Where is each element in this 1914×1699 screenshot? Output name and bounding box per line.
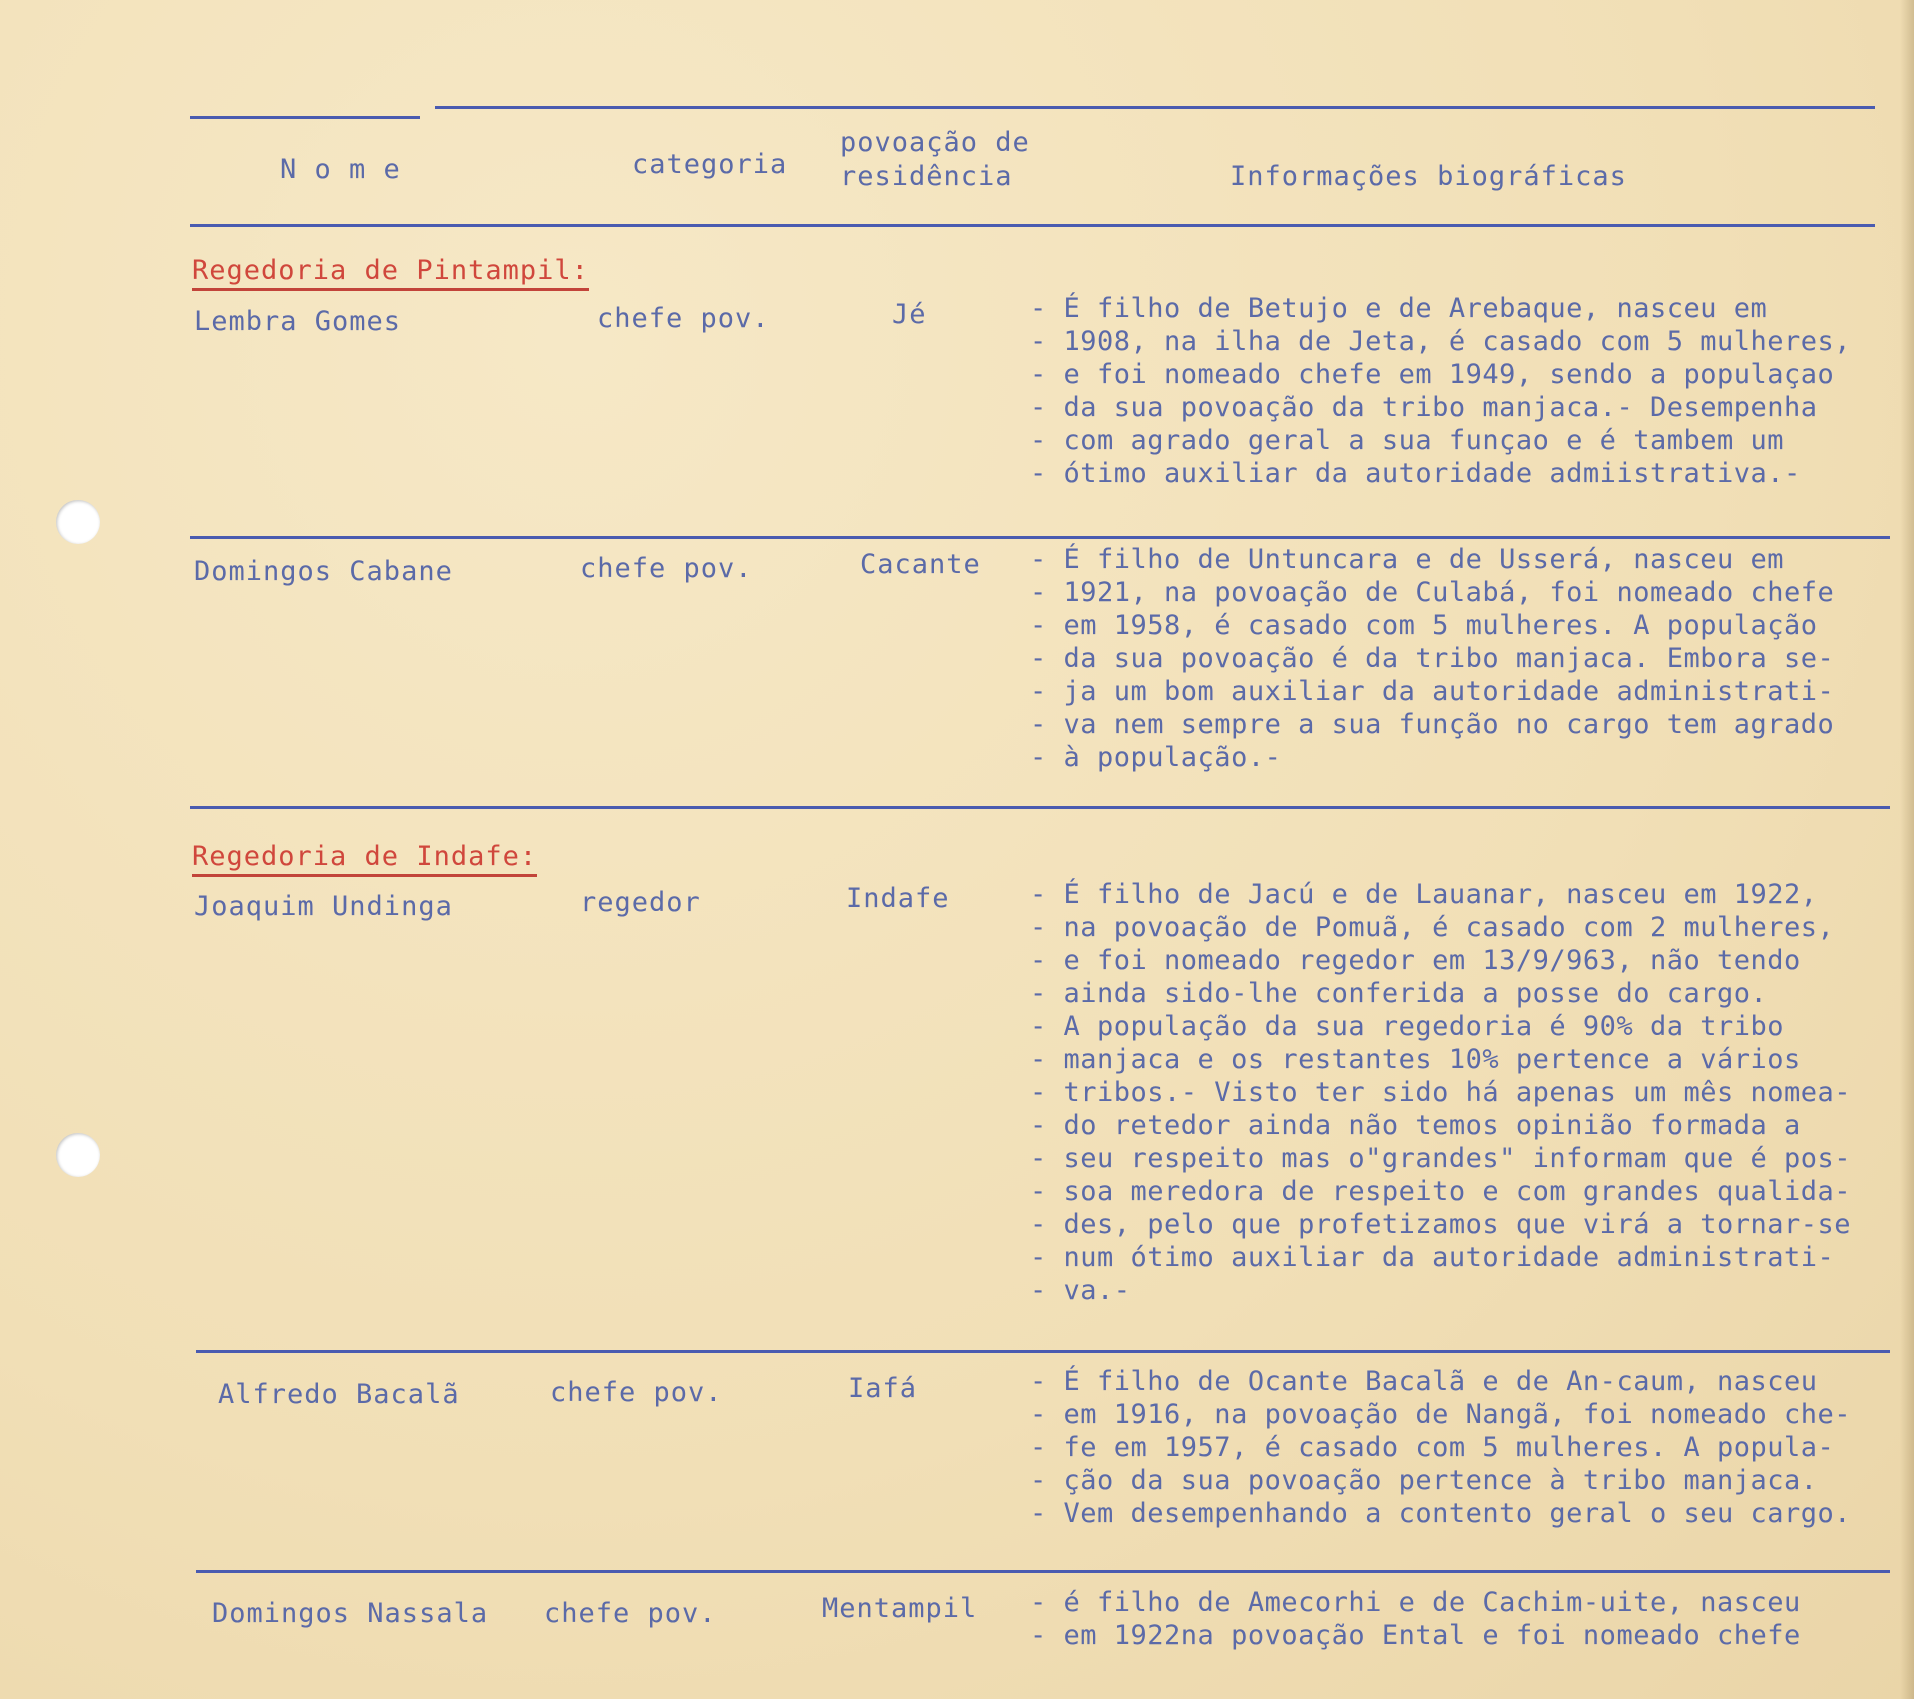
bio-line: - na povoação de Pomuã, é casado com 2 mulheres,	[1030, 912, 1835, 943]
entry-category: chefe pov.	[550, 1377, 723, 1408]
bio-line: - des, pelo que profetizamos que virá a tornar-se	[1030, 1209, 1852, 1240]
bio-line: - em 1916, na povoação de Nangã, foi nomeado che-	[1030, 1399, 1852, 1430]
entry-residence: Iafá	[848, 1373, 918, 1404]
bio-line: - num ótimo auxiliar da autoridade administrati-	[1030, 1242, 1835, 1273]
header-category: categoria	[632, 149, 788, 180]
header-top-rule-right	[435, 106, 1875, 109]
punch-hole-top	[56, 500, 100, 544]
bio-line: - em 1922na povoação Ental e foi nomeado chefe	[1030, 1620, 1801, 1651]
entry-category: chefe pov.	[544, 1598, 717, 1629]
paper-edge	[1900, 0, 1914, 1699]
bio-line: - soa meredora de respeito e com grandes qualida-	[1030, 1176, 1852, 1207]
bio-line: - É filho de Jacú e de Lauanar, nasceu em 1922,	[1030, 879, 1818, 910]
row-separator	[196, 1350, 1890, 1353]
entry-residence: Cacante	[860, 549, 981, 580]
entry-name: Domingos Nassala	[212, 1598, 489, 1629]
bio-line: - ção da sua povoação pertence à tribo manjaca.	[1030, 1465, 1818, 1496]
row-separator	[190, 806, 1890, 809]
bio-line: - 1921, na povoação de Culabá, foi nomeado chefe	[1030, 577, 1835, 608]
bio-line: - Vem desempenhando a contento geral o seu cargo.	[1030, 1498, 1852, 1529]
entry-category: chefe pov.	[580, 553, 753, 584]
header-biographical-info: Informações biográficas	[1230, 161, 1627, 192]
entry-name: Lembra Gomes	[194, 306, 402, 337]
bio-line: - da sua povoação é da tribo manjaca. Embora se-	[1030, 643, 1835, 674]
bio-line: - 1908, na ilha de Jeta, é casado com 5 mulheres,	[1030, 326, 1852, 357]
header-bottom-rule	[190, 224, 1875, 227]
entry-name: Alfredo Bacalã	[218, 1379, 460, 1410]
entry-category: regedor	[580, 887, 701, 918]
bio-line: - ainda sido-lhe conferida a posse do cargo.	[1030, 978, 1768, 1009]
bio-line: - va nem sempre a sua função no cargo tem agrado	[1030, 709, 1835, 740]
entry-name: Joaquim Undinga	[194, 891, 453, 922]
bio-line: - manjaca e os restantes 10% pertence a vários	[1030, 1044, 1801, 1075]
bio-line: - é filho de Amecorhi e de Cachim-uite, nasceu	[1030, 1587, 1801, 1618]
entry-residence: Indafe	[846, 883, 950, 914]
entry-biography	[1030, 292, 1890, 490]
entry-biography	[1030, 878, 1890, 1307]
bio-line: - à população.-	[1030, 742, 1282, 773]
bio-line: - fe em 1957, é casado com 5 mulheres. A popula-	[1030, 1432, 1835, 1463]
bio-line: - e foi nomeado chefe em 1949, sendo a populaçao	[1030, 359, 1835, 390]
bio-line: - va.-	[1030, 1275, 1131, 1306]
bio-line: - tribos.- Visto ter sido há apenas um mês nomea-	[1030, 1077, 1852, 1108]
entry-residence: Mentampil	[822, 1593, 978, 1624]
punch-hole-bottom	[56, 1133, 100, 1177]
header-top-rule-left	[190, 116, 420, 119]
entry-residence: Jé	[892, 299, 927, 330]
row-separator	[190, 536, 1890, 539]
bio-line: - seu respeito mas o"grandes" informam que é pos-	[1030, 1143, 1852, 1174]
header-residence-line2: residência	[840, 161, 1013, 192]
entry-biography	[1030, 1586, 1890, 1652]
header-residence-line1: povoação de	[840, 127, 1030, 158]
entry-biography	[1030, 543, 1890, 774]
row-separator	[196, 1570, 1890, 1573]
bio-line: - da sua povoação da tribo manjaca.- Desempenha	[1030, 392, 1818, 423]
header-name: N o m e	[280, 154, 401, 185]
bio-line: - É filho de Untuncara e de Usserá, nasceu em	[1030, 544, 1784, 575]
bio-line: - do retedor ainda não temos opinião formada a	[1030, 1110, 1801, 1141]
entry-category: chefe pov.	[597, 303, 770, 334]
bio-line: - É filho de Betujo e de Arebaque, nasceu em	[1030, 293, 1768, 324]
entry-biography	[1030, 1365, 1890, 1530]
bio-line: - ótimo auxiliar da autoridade admiistrativa.-	[1030, 458, 1801, 489]
bio-line: - É filho de Ocante Bacalã e de An-caum, nasceu	[1030, 1366, 1818, 1397]
section-title-pintampil: Regedoria de Pintampil:	[192, 256, 589, 291]
bio-line: - em 1958, é casado com 5 mulheres. A população	[1030, 610, 1818, 641]
bio-line: - com agrado geral a sua funçao e é tambem um	[1030, 425, 1784, 456]
bio-line: - A população da sua regedoria é 90% da tribo	[1030, 1011, 1784, 1042]
section-title-indafe: Regedoria de Indafe:	[192, 842, 537, 877]
entry-name: Domingos Cabane	[194, 556, 453, 587]
bio-line: - e foi nomeado regedor em 13/9/963, não tendo	[1030, 945, 1801, 976]
bio-line: - ja um bom auxiliar da autoridade administrati-	[1030, 676, 1835, 707]
